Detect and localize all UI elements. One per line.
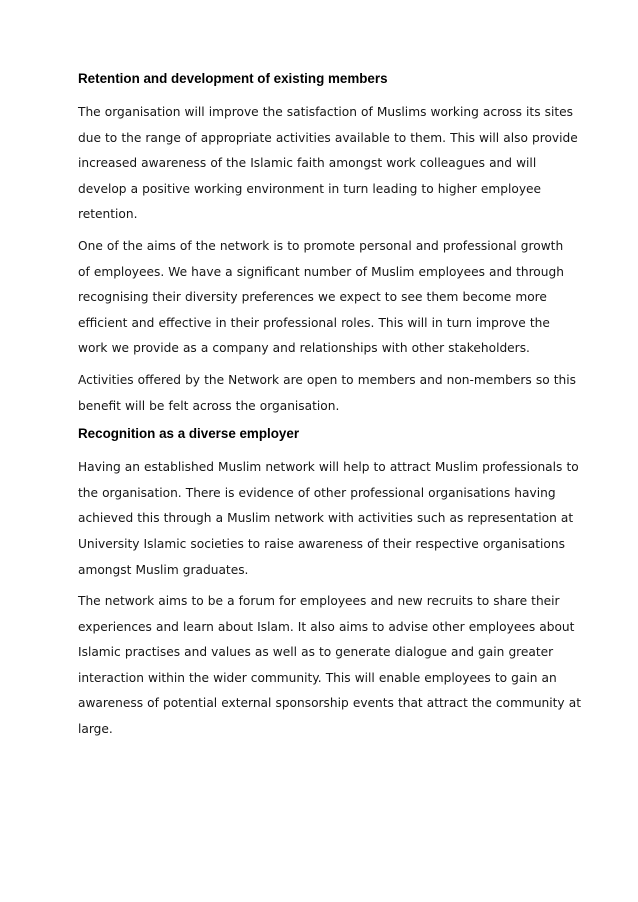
- text-line: work we provide as a company and relationships with other stakeholders.: [78, 341, 530, 356]
- text-line: amongst Muslim graduates.: [78, 562, 249, 577]
- paragraph: [78, 368, 576, 419]
- text-line: Having an established Muslim network will help to attract Muslim professionals to: [78, 460, 579, 475]
- text-line: awareness of potential external sponsorship events that attract the community at: [78, 696, 581, 711]
- text-line: benefit will be felt across the organisation.: [78, 398, 340, 413]
- text-line: One of the aims of the network is to promote personal and professional growth: [78, 238, 564, 253]
- section-heading: Retention and development of existing members: [78, 71, 388, 86]
- section-retention: [78, 70, 578, 419]
- section-recognition: [78, 425, 581, 743]
- text-line: the organisation. There is evidence of other professional organisations having: [78, 485, 556, 500]
- text-line: develop a positive working environment in turn leading to higher employee: [78, 181, 542, 196]
- text-line: University Islamic societies to raise awareness of their respective organisations: [78, 536, 565, 551]
- section-heading: Recognition as a diverse employer: [78, 426, 300, 442]
- paragraph: [78, 234, 570, 362]
- text-line: achieved this through a Muslim network with activities such as representation at: [78, 511, 574, 526]
- document-page: [78, 70, 581, 749]
- text-line: retention.: [78, 207, 138, 222]
- text-line: Islamic practises and values as well as to generate dialogue and gain greater: [78, 645, 554, 660]
- text-line: due to the range of appropriate activities available to them. This will also provide: [78, 130, 578, 145]
- paragraph: [78, 589, 581, 743]
- paragraph: [78, 455, 579, 583]
- text-line: increased awareness of the Islamic faith amongst work colleagues and will: [78, 156, 537, 171]
- text-line: The organisation will improve the satisfaction of Muslims working across its sites: [78, 105, 573, 119]
- text-line: efficient and effective in their professional roles. This will in turn improve the: [78, 315, 550, 330]
- text-line: experiences and learn about Islam. It also aims to advise other employees about: [78, 619, 575, 634]
- text-line: Activities offered by the Network are open to members and non-members so this: [78, 372, 576, 387]
- text-line: large.: [78, 722, 113, 737]
- paragraph: [78, 100, 578, 228]
- text-line: of employees. We have a significant number of Muslim employees and through: [78, 264, 564, 279]
- text-line: interaction within the wider community. This will enable employees to gain an: [78, 670, 557, 685]
- text-line: The network aims to be a forum for employees and new recruits to share their: [78, 594, 560, 609]
- text-line: recognising their diversity preferences we expect to see them become more: [78, 290, 547, 305]
